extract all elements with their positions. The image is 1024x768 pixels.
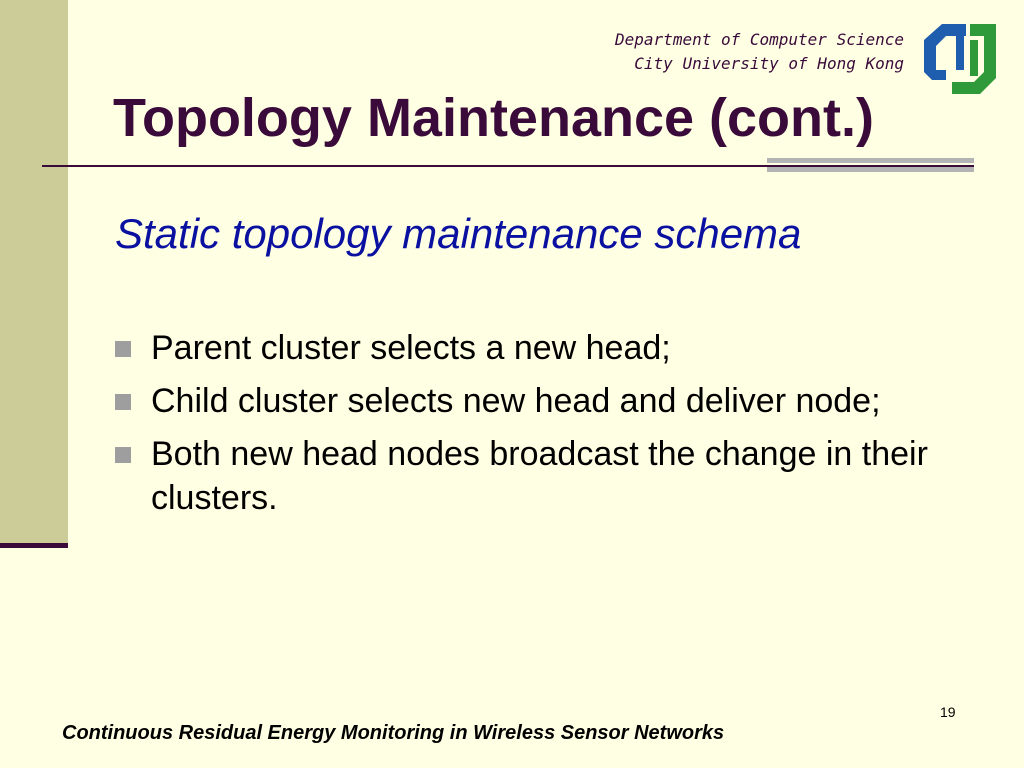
department-name: Department of Computer Science bbox=[615, 30, 904, 49]
slide-subtitle: Static topology maintenance schema bbox=[115, 210, 802, 257]
bullet-text: Child cluster selects new head and deliver node; bbox=[151, 382, 881, 420]
department-header bbox=[615, 28, 904, 76]
bullet-list bbox=[113, 326, 963, 529]
cityu-logo-icon bbox=[922, 22, 998, 96]
university-name: City University of Hong Kong bbox=[634, 54, 904, 73]
page-number: 19 bbox=[940, 704, 956, 720]
left-accent-rule bbox=[0, 543, 68, 548]
title-decorative-stripes bbox=[767, 158, 974, 180]
bullet-text: Parent cluster selects a new head; bbox=[151, 329, 671, 367]
list-item bbox=[113, 432, 963, 520]
square-bullet-icon bbox=[115, 341, 131, 357]
bullet-text: Both new head nodes broadcast the change in their clusters. bbox=[151, 435, 928, 517]
left-accent-bar bbox=[0, 0, 68, 544]
list-item bbox=[113, 326, 963, 370]
list-item bbox=[113, 379, 963, 423]
square-bullet-icon bbox=[115, 394, 131, 410]
footer-text: Continuous Residual Energy Monitoring in Wireless Sensor Networks bbox=[62, 722, 725, 744]
square-bullet-icon bbox=[115, 447, 131, 463]
slide-title: Topology Maintenance (cont.) bbox=[113, 88, 874, 148]
